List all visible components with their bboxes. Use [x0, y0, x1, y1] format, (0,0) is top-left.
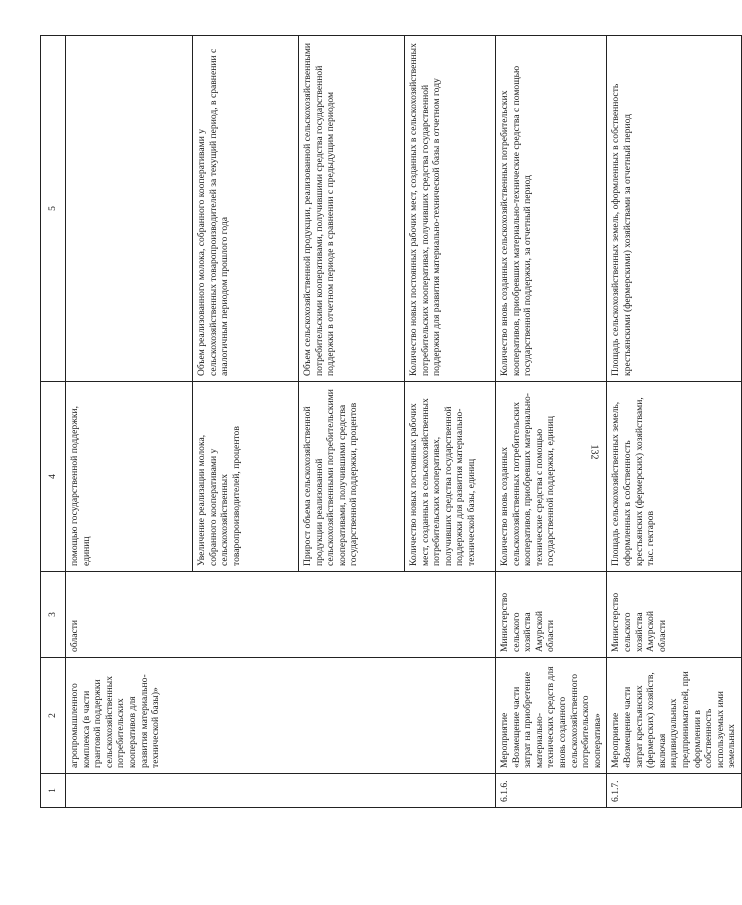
column-header: 2	[41, 658, 66, 774]
indicator-cell: Площадь сельскохозяйственных земель, оформленных в собственность крестьянских (фермерских) хозяйствами, тыс. гектаров	[607, 382, 742, 572]
event-name-cell: агропромышленного комплекса (в части грантовой поддержки сельскохозяйственных потребительских кооперативов для развития материально-технической базы)»	[66, 658, 496, 774]
executor-cell: Министерство сельского хозяйства Амурской области	[607, 572, 742, 658]
page-number: 132	[588, 444, 600, 460]
header-row	[41, 36, 66, 808]
indicator-cell: Количество вновь созданных сельскохозяйственных потребительских кооперативов, приобревших материально-технические средства с помощью государственной поддержки, единиц	[496, 382, 607, 572]
column-header: 4	[41, 382, 66, 572]
column-header: 5	[41, 36, 66, 382]
column-header: 1	[41, 774, 66, 808]
method-cell: Площадь сельскохозяйственных земель, оформленных в собственность крестьянскими (фермерскими) хозяйствами за отчетный период	[607, 36, 742, 382]
indicator-cell: помощью государственной поддержки, единиц	[66, 382, 193, 572]
method-cell: Количество новых постоянных рабочих мест, созданных в сельскохозяйственных потребительских кооперативах, получивших средства государственной поддержки для развития материально-технической базы в отчетном году	[405, 36, 496, 382]
program-table	[40, 35, 742, 808]
executor-cell: области	[66, 572, 496, 658]
executor-cell: Министерство сельского хозяйства Амурской области	[496, 572, 607, 658]
table-row	[496, 36, 607, 808]
event-name-cell: Мероприятие «Возмещение части затрат на приобретение материально-технических средств для вновь созданного сельскохозяйственного потребительского кооператива»	[496, 658, 607, 774]
column-header: 3	[41, 572, 66, 658]
rotated-table-container	[40, 36, 738, 808]
indicator-cell: Увеличение реализации молока, собранного кооперативами у сельскохозяйственных товаропроизводителей, процентов	[193, 382, 299, 572]
event-name-cell: Мероприятие «Возмещение части затрат крестьянских (фермерских) хозяйств, включая индивидуальных предпринимателей, при оформлении в собственность используемых ими земельных	[607, 658, 742, 774]
indicator-cell: Количество новых постоянных рабочих мест, созданных в сельскохозяйственных потребительских кооперативах, получивших средства государственной поддержки для развития материально-технической базы, единиц	[405, 382, 496, 572]
method-cell: Количество вновь созданных сельскохозяйственных потребительских кооперативов, приобревших материально-технические средства с помощью государственной поддержки, за отчетный период	[496, 36, 607, 382]
table-row	[607, 36, 742, 808]
method-cell	[66, 36, 193, 382]
method-cell: Объем реализованного молока, собранного кооперативами у сельскохозяйственных товаропроизводителей за текущий период, в сравнении с аналогичным периодом прошлого года	[193, 36, 299, 382]
row-number-cell: 6.1.7.	[607, 774, 742, 808]
method-cell: Объем сельскохозяйственной продукции, реализованной сельскохозяйственными потребительскими кооперативами, получившими средства государственной поддержки в отчетном периоде в сравнении с предыдущим периодом	[299, 36, 405, 382]
indicator-cell: Прирост объема сельскохозяйственной продукции реализованной сельскохозяйственными потребительскими кооперативами, получившими средства государственной поддержки, процентов	[299, 382, 405, 572]
table-row	[66, 36, 193, 808]
row-number-cell: 6.1.6.	[496, 774, 607, 808]
row-number-cell	[66, 774, 496, 808]
